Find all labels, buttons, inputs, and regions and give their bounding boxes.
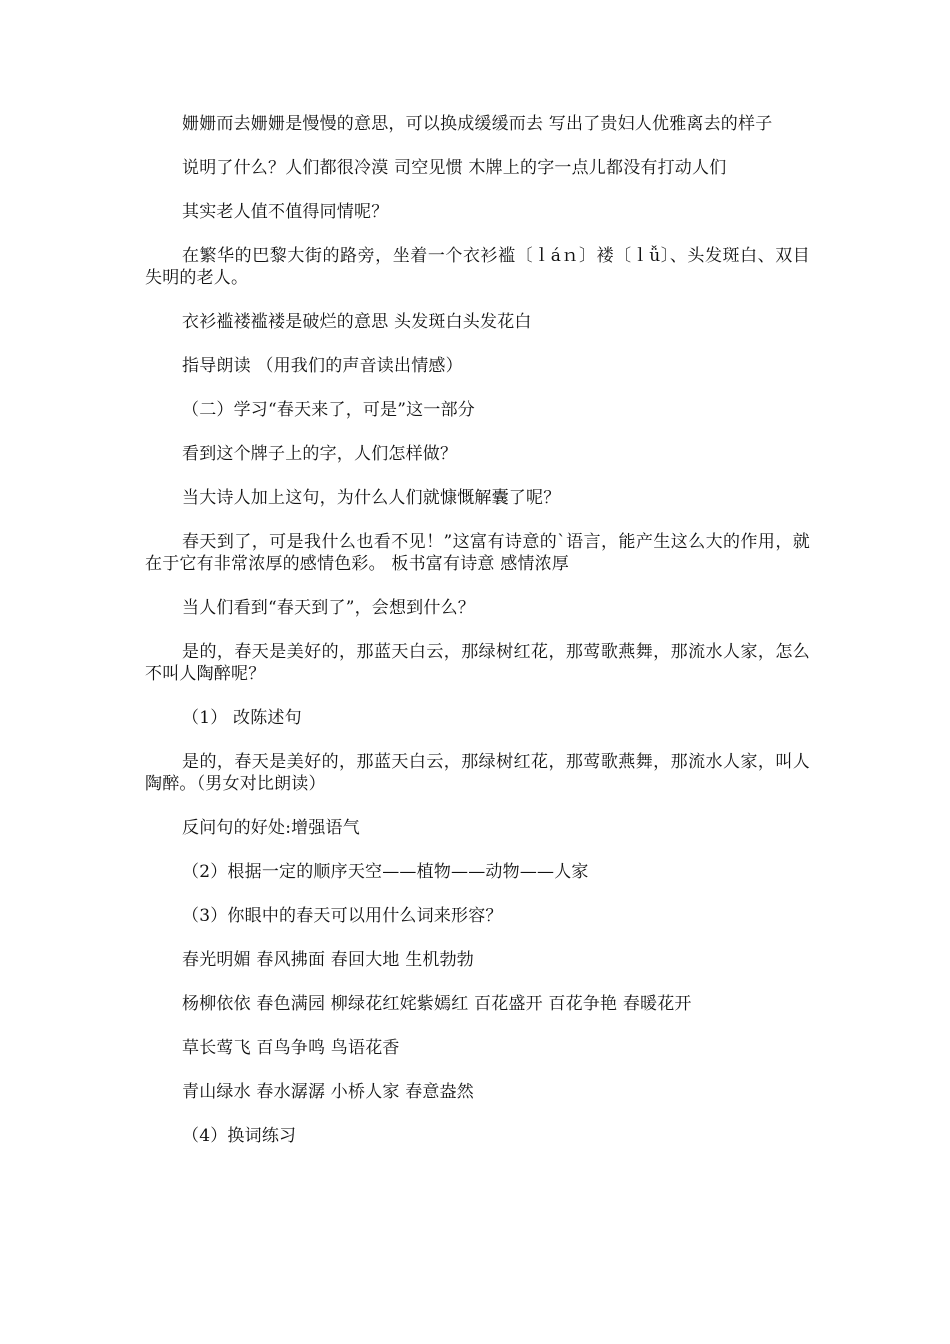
paragraph-11: 当人们看到“春天到了”，会想到什么？ bbox=[182, 598, 475, 618]
paragraph-12: 是的，春天是美好的，那蓝天白云，那绿树红花，那莺歌燕舞，那流水人家，怎么不叫人陶醉呢？ bbox=[145, 642, 810, 684]
paragraph-18: 春光明媚 春风拂面 春回大地 生机勃勃 bbox=[182, 950, 475, 970]
paragraph-2: 说明了什么？人们都很冷漠 司空见惯 木牌上的字一点儿都没有打动人们 bbox=[182, 158, 727, 178]
paragraph-13: （1） 改陈述句 bbox=[182, 708, 302, 728]
paragraph-7: （二）学习“春天来了，可是”这一部分 bbox=[182, 400, 475, 420]
paragraph-20: 草长莺飞 百鸟争鸣 鸟语花香 bbox=[182, 1038, 400, 1058]
paragraph-5: 衣衫褴褛褴褛是破烂的意思 头发斑白头发花白 bbox=[182, 312, 532, 332]
paragraph-19: 杨柳依依 春色满园 柳绿花红姹紫嫣红 百花盛开 百花争艳 春暖花开 bbox=[182, 994, 692, 1014]
paragraph-21: 青山绿水 春水潺潺 小桥人家 春意盎然 bbox=[182, 1082, 475, 1102]
paragraph-15: 反问句的好处:增强语气 bbox=[182, 818, 360, 838]
paragraph-9: 当大诗人加上这句，为什么人们就慷慨解囊了呢？ bbox=[182, 488, 561, 508]
paragraph-16: （2）根据一定的顺序天空——植物——动物——人家 bbox=[182, 862, 589, 882]
paragraph-4: 在繁华的巴黎大街的路旁，坐着一个衣衫褴〔ｌáｎ〕褛〔ｌǚ〕、头发斑白、双目失明的老人。 bbox=[145, 246, 810, 288]
paragraph-22: （4）换词练习 bbox=[182, 1126, 297, 1146]
document-body bbox=[145, 113, 810, 1169]
paragraph-10: 春天到了，可是我什么也看不见！”这富有诗意的`语言，能产生这么大的作用，就在于它有非常浓厚的感情色彩。 板书富有诗意 感情浓厚 bbox=[145, 532, 810, 574]
paragraph-1: 姗姗而去姗姗是慢慢的意思，可以换成缓缓而去 写出了贵妇人优雅离去的样子 bbox=[182, 114, 773, 134]
paragraph-6: 指导朗读 （用我们的声音读出情感） bbox=[182, 356, 463, 376]
paragraph-3: 其实老人值不值得同情呢？ bbox=[182, 202, 389, 222]
paragraph-8: 看到这个牌子上的字，人们怎样做？ bbox=[182, 444, 458, 464]
paragraph-17: （3）你眼中的春天可以用什么词来形容？ bbox=[182, 906, 503, 926]
paragraph-14: 是的，春天是美好的，那蓝天白云，那绿树红花，那莺歌燕舞，那流水人家，叫人陶醉。（男女对比朗读） bbox=[145, 752, 810, 794]
